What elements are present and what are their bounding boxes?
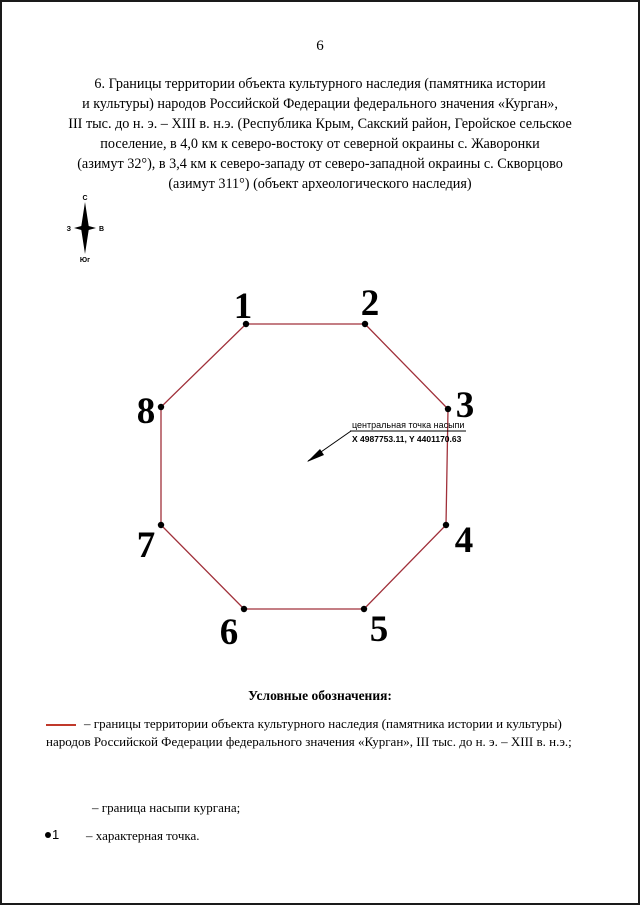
point-label: 2	[360, 283, 380, 324]
title-line: (азимут 311°) (объект археологического наследия)	[168, 176, 472, 192]
title-line: III тыс. до н. э. – XIII в. н.э. (Республика Крым, Сакский район, Геройское сельское	[68, 116, 572, 132]
legend-point-text: – характерная точка.	[86, 828, 200, 843]
point-label: 4	[454, 520, 474, 561]
title-line: (азимут 32°), в 3,4 км к северо-западу от северо-западной окраины с. Скворцово	[77, 156, 563, 172]
page-number: 6	[316, 38, 324, 54]
compass-west-label: З	[66, 226, 71, 233]
legend-title: Условные обозначения:	[248, 688, 392, 703]
title-line: поселение, в 4,0 км к северо-востоку от северной окраины с. Жаворонки	[100, 136, 540, 152]
boundary-point	[241, 606, 247, 612]
callout-arrowhead	[307, 449, 324, 462]
legend-boundary-text-1: – границы территории объекта культурного наследия (памятника истории и культуры)	[84, 716, 562, 731]
compass-needle-horizontal	[74, 225, 96, 231]
title-line: 6. Границы территории объекта культурного наследия (памятника истории	[94, 76, 546, 92]
legend-boundary-line-sample	[46, 724, 76, 726]
legend-boundary-text-2: народов Российской Федерации федерального значения «Курган», III тыс. до н. э. – XIII в. н.э.;	[46, 734, 572, 749]
point-label: 6	[219, 612, 239, 653]
boundary-point	[158, 404, 164, 410]
point-label: 8	[136, 391, 156, 432]
compass-rose	[67, 195, 104, 264]
legend-mound-boundary-text: – граница насыпи кургана;	[92, 800, 241, 815]
center-point-coords: X 4987753.11, Y 4401170.63	[352, 434, 462, 444]
boundary-points	[158, 321, 451, 612]
boundary-point-labels	[137, 283, 475, 653]
point-label: 5	[369, 609, 389, 650]
compass-east-label: В	[99, 226, 105, 233]
boundary-point	[445, 406, 451, 412]
compass-north-label: С	[82, 195, 88, 202]
center-point-label: центральная точка насыпи	[352, 420, 465, 430]
boundary-point	[361, 606, 367, 612]
point-label: 3	[455, 385, 475, 426]
legend-point-number: 1	[52, 827, 60, 842]
boundary-polygon	[161, 324, 448, 609]
compass-south-label: Юг	[79, 257, 91, 264]
boundary-point	[443, 522, 449, 528]
title-line: и культуры) народов Российской Федерации федерального значения «Курган»,	[82, 96, 558, 112]
point-label: 7	[136, 525, 156, 566]
center-point-callout	[307, 420, 466, 462]
legend-point-dot	[45, 832, 51, 838]
boundary-point	[158, 522, 164, 528]
point-label: 1	[233, 286, 253, 327]
